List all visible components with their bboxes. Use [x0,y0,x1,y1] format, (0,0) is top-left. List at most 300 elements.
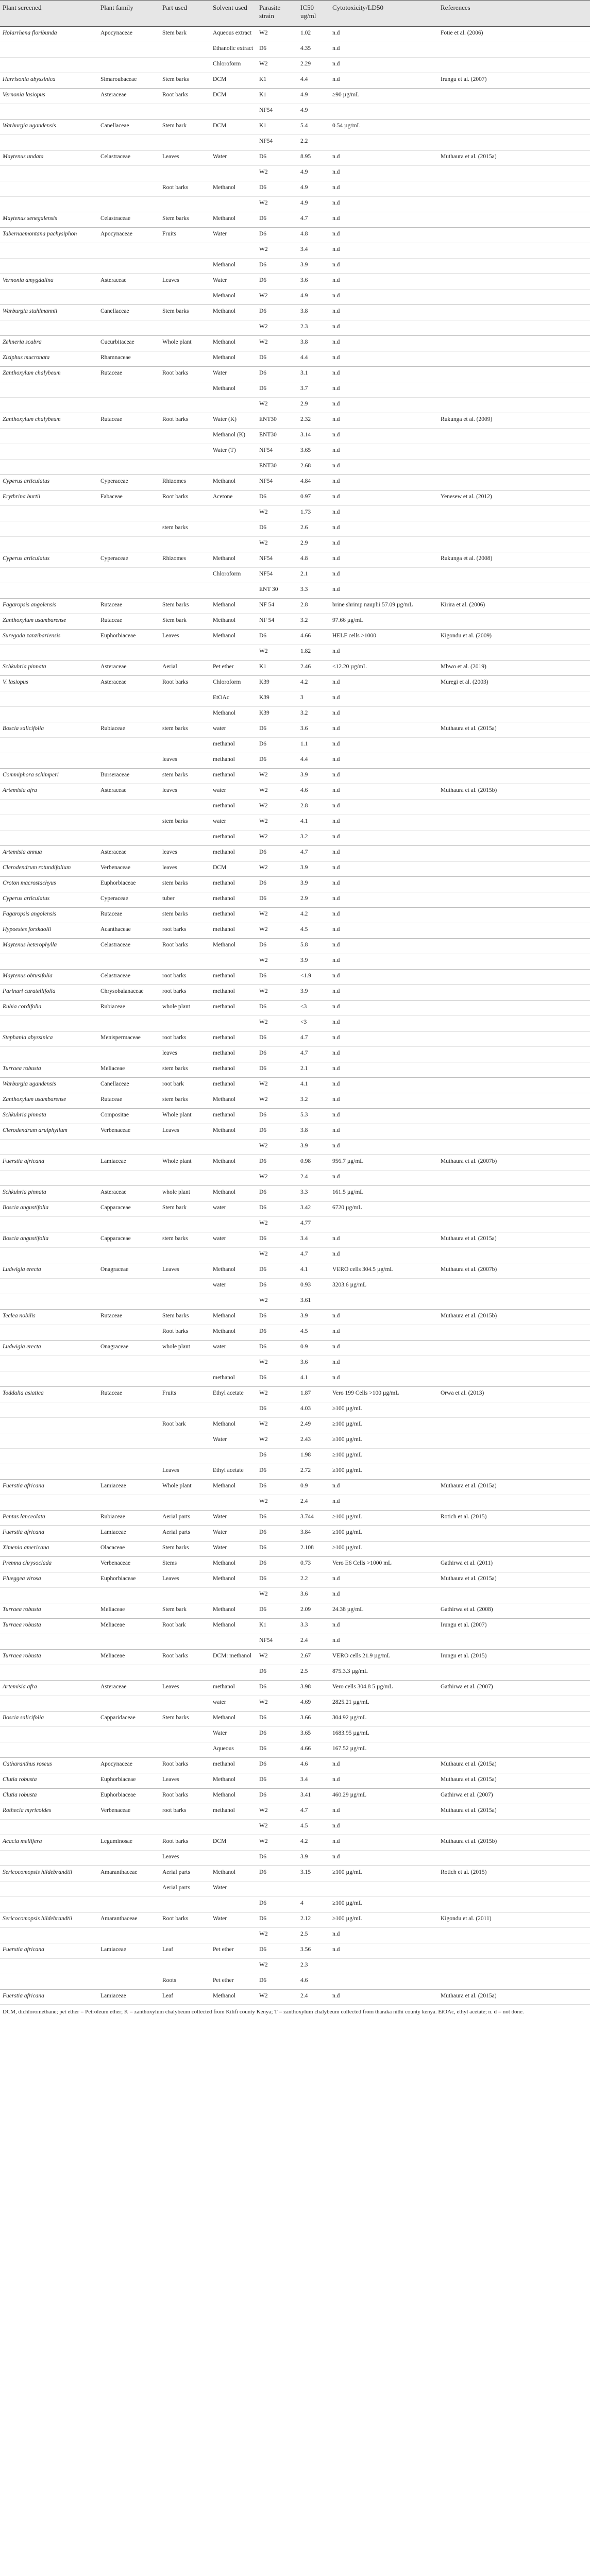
cell-solvent: Ethyl acetate [210,1464,257,1480]
table-row [0,1201,590,1217]
cell-strain: W2 [257,1650,298,1665]
cell-cytotoxicity: n.d [330,367,438,382]
cell-cytotoxicity: n.d [330,537,438,552]
cell-plant: Vernonia lasiopus [0,89,98,104]
cell-part [160,583,210,599]
cell-part: Stem barks [160,305,210,320]
cell-ic50: 2.6 [298,521,330,537]
cell-solvent [210,104,257,120]
cell-strain: NF54 [257,475,298,490]
cell-part: Leaves [160,1124,210,1140]
cell-cytotoxicity: n.d [330,1062,438,1078]
cell-part [160,1171,210,1186]
cell-cytotoxicity: n.d [330,460,438,475]
table-row [0,1093,590,1109]
cell-ic50: 3.3 [298,1619,330,1634]
cell-reference [438,753,590,769]
cell-solvent [210,1248,257,1263]
cell-part: Rhizomes [160,475,210,490]
cell-solvent: Water [210,1727,257,1742]
cell-cytotoxicity: n.d [330,1773,438,1789]
header-cytotoxicity: Cytotoxicity/LD50 [330,1,438,27]
cell-solvent: Acetone [210,490,257,506]
cell-ic50: 4.1 [298,1078,330,1093]
cell-family [98,831,160,846]
cell-plant: Fuerstia africana [0,1155,98,1171]
cell-part [160,243,210,259]
cell-part [160,1371,210,1387]
cell-strain: NF 54 [257,614,298,630]
cell-ic50: 4.2 [298,676,330,691]
cell-solvent: Ethyl acetate [210,1387,257,1402]
cell-ic50: 2.32 [298,413,330,429]
cell-strain: D6 [257,1109,298,1124]
cell-strain: D6 [257,1526,298,1541]
cell-cytotoxicity: 304.92 µg/mL [330,1711,438,1727]
cell-reference [438,1248,590,1263]
table-row [0,691,590,707]
cell-plant [0,1356,98,1371]
cell-family: Lamiaceae [98,1155,160,1171]
table-row [0,1217,590,1232]
cell-plant [0,259,98,274]
cell-plant: Clutia robusta [0,1789,98,1804]
cell-cytotoxicity: n.d [330,970,438,985]
cell-reference [438,800,590,815]
cell-reference [438,1665,590,1681]
table-row [0,1140,590,1155]
cell-plant: Premna chrysoclada [0,1557,98,1572]
cell-part: Root barks [160,413,210,429]
cell-cytotoxicity: n.d [330,691,438,707]
cell-solvent [210,243,257,259]
cell-part: root barks [160,1804,210,1820]
cell-plant: Clerodendrum rotundifolium [0,861,98,877]
cell-family [98,1294,160,1310]
cell-solvent: Methanol (K) [210,429,257,444]
cell-part [160,1248,210,1263]
cell-ic50: 4.6 [298,784,330,800]
cell-strain: D6 [257,1711,298,1727]
cell-plant: Zanthoxylum usambarense [0,1093,98,1109]
table-row [0,1634,590,1650]
table-row [0,1341,590,1356]
cell-plant [0,691,98,707]
cell-part [160,460,210,475]
cell-solvent: Methanol [210,1711,257,1727]
cell-reference [438,367,590,382]
cell-cytotoxicity: ≥100 µg/mL [330,1526,438,1541]
cell-family [98,1449,160,1464]
cell-ic50: 4.7 [298,1804,330,1820]
table-row [0,1928,590,1943]
cell-part [160,1433,210,1449]
cell-cytotoxicity: n.d [330,1109,438,1124]
cell-family: Capparidaceae [98,1711,160,1727]
cell-ic50: 4.66 [298,1742,330,1758]
cell-solvent: Chloroform [210,676,257,691]
cell-reference [438,274,590,290]
cell-plant: Parinari curatellifolia [0,985,98,1001]
cell-reference [438,1526,590,1541]
cell-family: Meliaceae [98,1619,160,1634]
cell-cytotoxicity: n.d [330,1140,438,1155]
cell-family: Euphorbiaceae [98,1572,160,1588]
cell-solvent: methanol [210,970,257,985]
cell-family: Canellaceae [98,305,160,320]
cell-ic50: 2.43 [298,1433,330,1449]
table-row [0,784,590,800]
cell-cytotoxicity: n.d [330,1619,438,1634]
cell-strain: W2 [257,27,298,42]
cell-ic50: 2.8 [298,599,330,614]
cell-reference: Muthaura et al. (2015a) [438,1572,590,1588]
cell-strain: D6 [257,1572,298,1588]
cell-part: Aerial parts [160,1882,210,1897]
table-row [0,1171,590,1186]
cell-ic50: 2.9 [298,537,330,552]
table-row [0,1449,590,1464]
cell-ic50: 2.9 [298,892,330,908]
cell-family: Menispermaceae [98,1031,160,1047]
table-row [0,1109,590,1124]
cell-strain: D6 [257,1325,298,1341]
cell-plant: Zehneria scabra [0,336,98,351]
cell-reference: Muthaura et al. (2015b) [438,784,590,800]
cell-cytotoxicity: 6720 µg/mL [330,1201,438,1217]
cell-solvent [210,1016,257,1031]
table-row [0,707,590,722]
cell-cytotoxicity: n.d [330,985,438,1001]
cell-reference: Rotich et al. (2015) [438,1866,590,1882]
cell-plant [0,1665,98,1681]
cell-cytotoxicity: n.d [330,259,438,274]
cell-strain [257,1882,298,1897]
cell-cytotoxicity: n.d [330,923,438,939]
cell-reference [438,846,590,861]
cell-part: Fruits [160,228,210,243]
cell-family [98,1742,160,1758]
cell-plant [0,1820,98,1835]
cell-plant [0,1959,98,1974]
cell-family: Euphorbiaceae [98,1789,160,1804]
cell-solvent: methanol [210,846,257,861]
cell-cytotoxicity: n.d [330,475,438,490]
cell-ic50: 3.9 [298,877,330,892]
table-row [0,1248,590,1263]
cell-part [160,506,210,521]
cell-part: root barks [160,1031,210,1047]
cell-strain: NF54 [257,135,298,150]
cell-part: stem barks [160,722,210,738]
cell-cytotoxicity: n.d [330,351,438,367]
cell-cytotoxicity: n.d [330,1480,438,1495]
cell-reference [438,1882,590,1897]
cell-reference: Muthaura et al. (2007b) [438,1155,590,1171]
table-row [0,228,590,243]
cell-family [98,382,160,398]
cell-strain: W2 [257,506,298,521]
cell-reference [438,1341,590,1356]
table-row [0,150,590,166]
cell-solvent: water [210,1201,257,1217]
cell-strain: W2 [257,537,298,552]
cell-solvent: Methanol [210,336,257,351]
cell-reference [438,831,590,846]
cell-cytotoxicity: n.d [330,398,438,413]
cell-plant: Schkuhria pinnata [0,1186,98,1201]
cell-plant [0,1294,98,1310]
cell-part: root barks [160,985,210,1001]
cell-family: Cyperaceae [98,475,160,490]
cell-part: leaves [160,784,210,800]
cell-plant [0,1495,98,1511]
cell-solvent: methanol [210,908,257,923]
cell-family [98,583,160,599]
cell-reference: Gathirwa et al. (2008) [438,1603,590,1619]
cell-plant [0,753,98,769]
cell-plant [0,58,98,73]
cell-reference [438,197,590,212]
cell-solvent: Water (T) [210,444,257,460]
cell-plant [0,1449,98,1464]
cell-family [98,1665,160,1681]
cell-reference: Muregi et al. (2003) [438,676,590,691]
cell-reference [438,1928,590,1943]
cell-solvent: Methanol [210,1093,257,1109]
cell-plant: Boscia angustifolia [0,1201,98,1217]
cell-ic50: 2.29 [298,58,330,73]
cell-solvent [210,135,257,150]
cell-part: Stem barks [160,73,210,89]
cell-solvent: Methanol [210,1866,257,1882]
cell-part [160,1294,210,1310]
cell-strain: W2 [257,58,298,73]
cell-reference: Muthaura et al. (2015a) [438,1758,590,1773]
cell-ic50: 4.84 [298,475,330,490]
cell-ic50: 2.2 [298,135,330,150]
cell-reference [438,861,590,877]
cell-part: Root bark [160,1619,210,1634]
cell-strain: W2 [257,1696,298,1711]
cell-solvent [210,1171,257,1186]
cell-reference: Muthaura et al. (2007b) [438,1263,590,1279]
cell-reference [438,1171,590,1186]
table-row [0,1588,590,1603]
cell-strain: K1 [257,1619,298,1634]
cell-reference: Muthaura et al. (2015a) [438,150,590,166]
cell-part: whole plant [160,1186,210,1201]
cell-solvent: methanol [210,1804,257,1820]
table-row [0,846,590,861]
cell-solvent: Methanol [210,1325,257,1341]
cell-family [98,1495,160,1511]
cell-reference [438,568,590,583]
cell-plant [0,444,98,460]
table-row [0,583,590,599]
cell-ic50: 3 [298,691,330,707]
table-row [0,908,590,923]
cell-part [160,1742,210,1758]
cell-part: Leaves [160,150,210,166]
cell-plant: Fuerstia africana [0,1526,98,1541]
cell-solvent [210,1634,257,1650]
table-row [0,212,590,228]
cell-plant: Fuerstia africana [0,1990,98,2005]
cell-plant: Acacia mellifera [0,1835,98,1851]
cell-strain: D6 [257,1279,298,1294]
cell-cytotoxicity: n.d [330,1835,438,1851]
cell-solvent: methanol [210,769,257,784]
cell-part: Stem bark [160,614,210,630]
cell-strain: ENT30 [257,460,298,475]
table-row [0,1665,590,1681]
cell-cytotoxicity: ≥100 µg/mL [330,1449,438,1464]
cell-strain: D6 [257,274,298,290]
cell-strain: W2 [257,1433,298,1449]
cell-plant: Boscia salicifolia [0,722,98,738]
cell-solvent [210,1851,257,1866]
cell-solvent: methanol [210,831,257,846]
table-row [0,1897,590,1912]
cell-solvent: Methanol [210,1263,257,1279]
cell-solvent [210,1356,257,1371]
cell-strain: D6 [257,228,298,243]
cell-reference: Gathirwa et al. (2007) [438,1789,590,1804]
cell-family: Asteraceae [98,846,160,861]
cell-cytotoxicity: n.d [330,1943,438,1959]
cell-reference [438,1727,590,1742]
cell-reference [438,228,590,243]
cell-solvent: water [210,722,257,738]
cell-plant [0,815,98,831]
cell-family: Cucurbitaceae [98,336,160,351]
cell-solvent: methanol [210,1062,257,1078]
cell-plant [0,1897,98,1912]
cell-part [160,382,210,398]
cell-cytotoxicity: n.d [330,1341,438,1356]
cell-ic50: 4.9 [298,181,330,197]
cell-plant: Toddalia asiatica [0,1387,98,1402]
cell-part [160,42,210,58]
cell-reference [438,970,590,985]
cell-solvent [210,583,257,599]
cell-part [160,1820,210,1835]
cell-cytotoxicity: VERO cells 21.9 µg/mL [330,1650,438,1665]
cell-strain: NF54 [257,104,298,120]
cell-cytotoxicity: 2825.21 µg/mL [330,1696,438,1711]
cell-reference [438,1943,590,1959]
cell-cytotoxicity: ≥100 µg/mL [330,1912,438,1928]
cell-part: Root barks [160,1912,210,1928]
table-row [0,259,590,274]
cell-solvent [210,398,257,413]
cell-part: Aerial parts [160,1511,210,1526]
cell-strain: D6 [257,1742,298,1758]
cell-family: Chrysobalanaceae [98,985,160,1001]
cell-ic50: 3.42 [298,1201,330,1217]
cell-plant [0,1851,98,1866]
cell-family [98,1928,160,1943]
table-row [0,1263,590,1279]
cell-part: root barks [160,923,210,939]
cell-reference [438,243,590,259]
cell-cytotoxicity: n.d [330,1588,438,1603]
cell-family: Cyperaceae [98,552,160,568]
table-row [0,892,590,908]
cell-solvent: Methanol [210,599,257,614]
cell-ic50: 3.4 [298,243,330,259]
cell-part [160,351,210,367]
cell-plant: Sericocomopsis hildebrandtii [0,1866,98,1882]
cell-ic50: 4.8 [298,552,330,568]
cell-strain: W2 [257,1356,298,1371]
table-row [0,537,590,552]
cell-solvent: Chloroform [210,58,257,73]
cell-plant [0,568,98,583]
cell-solvent: Water [210,150,257,166]
table-row [0,290,590,305]
cell-solvent: Methanol [210,1124,257,1140]
cell-ic50: 0.97 [298,490,330,506]
cell-family [98,1897,160,1912]
cell-cytotoxicity: n.d [330,1820,438,1835]
cell-part: Root barks [160,676,210,691]
cell-reference: Gathirwa et al. (2011) [438,1557,590,1572]
cell-plant: Ziziphus mucronata [0,351,98,367]
table-row [0,274,590,290]
cell-solvent: Water [210,1433,257,1449]
cell-family: Onagraceae [98,1263,160,1279]
cell-ic50: 4.6 [298,1974,330,1990]
cell-ic50: 0.73 [298,1557,330,1572]
cell-strain: D6 [257,1031,298,1047]
cell-strain: W2 [257,1588,298,1603]
table-row [0,1526,590,1541]
cell-cytotoxicity: Vero cells 304.8 5 µg/mL [330,1681,438,1696]
cell-solvent: Ethanolic extract [210,42,257,58]
cell-plant [0,800,98,815]
cell-part: Stem bark [160,120,210,135]
cell-family: Amaranthaceae [98,1866,160,1882]
cell-cytotoxicity [330,1959,438,1974]
cell-part: root bark [160,1078,210,1093]
cell-plant: Teclea nobilis [0,1310,98,1325]
cell-strain: D6 [257,1557,298,1572]
cell-cytotoxicity: n.d [330,382,438,398]
cell-solvent: Methanol [210,1155,257,1171]
table-row [0,521,590,537]
cell-reference [438,1031,590,1047]
cell-ic50: 2.12 [298,1912,330,1928]
cell-cytotoxicity: n.d [330,290,438,305]
cell-strain: D6 [257,212,298,228]
cell-reference [438,166,590,181]
table-row [0,120,590,135]
cell-plant [0,197,98,212]
cell-plant [0,42,98,58]
cell-strain: D6 [257,1897,298,1912]
cell-part: Aerial parts [160,1526,210,1541]
cell-ic50: 3.15 [298,1866,330,1882]
cell-ic50: 0.9 [298,1480,330,1495]
cell-family [98,1047,160,1062]
cell-family: Lamiaceae [98,1943,160,1959]
cell-part: Root barks [160,367,210,382]
table-row [0,1804,590,1820]
cell-ic50: 3.65 [298,444,330,460]
cell-solvent: DCM [210,1835,257,1851]
